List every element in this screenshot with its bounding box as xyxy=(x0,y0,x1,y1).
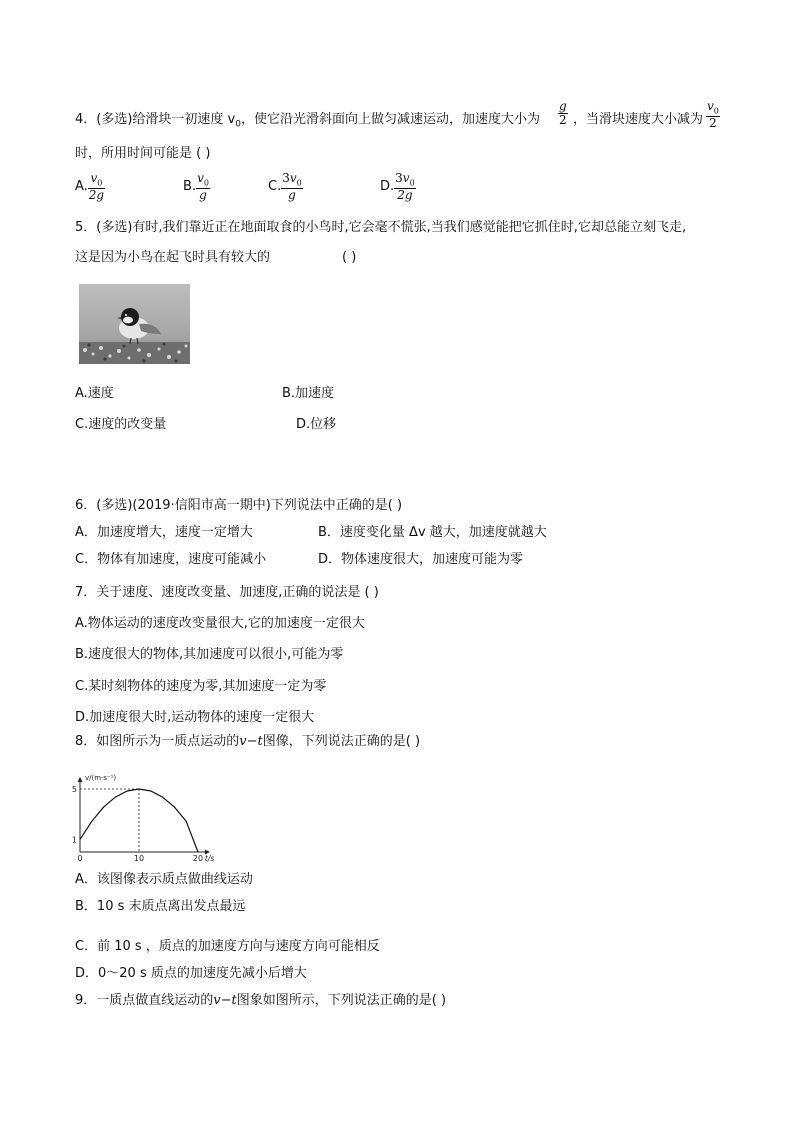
q8-option-a[interactable]: A．该图像表示质点做曲线运动 xyxy=(75,872,253,887)
q5-option-b[interactable]: B.加速度 xyxy=(282,386,335,401)
q4-option-b-num: v xyxy=(197,171,204,185)
q5-line2: 这是因为小鸟在起飞时具有较大的 xyxy=(75,250,271,265)
q4-option-a-den: 2g xyxy=(88,187,105,202)
q6-option-d[interactable]: D．物体速度很大，加速度可能为零 xyxy=(318,552,524,567)
q9-stem-math: v−t xyxy=(213,993,237,1008)
q4-option-d-coef: 3 xyxy=(395,171,403,185)
data-point xyxy=(115,797,116,798)
q8-option-c[interactable]: C．前 10 s ，质点的加速度方向与速度方向可能相反 xyxy=(75,939,380,954)
q4-option-d-num-sub: 0 xyxy=(409,178,415,188)
q4-option-c-den: g xyxy=(288,187,296,202)
q5-option-a[interactable]: A.速度 xyxy=(75,386,114,401)
q4-option-d[interactable] xyxy=(380,172,416,201)
q4-option-c-num-sub: 0 xyxy=(296,178,302,188)
q4-frac-v-den: 2 xyxy=(709,115,717,130)
data-point xyxy=(174,807,175,808)
q4-option-b[interactable] xyxy=(183,172,210,201)
q4-option-a-num-sub: 0 xyxy=(97,178,103,188)
q4-frac-v-sub: 0 xyxy=(713,106,719,116)
q7-option-d[interactable]: D.加速度很大时,运动物体的速度一定很大 xyxy=(75,710,315,725)
q4-line1-b: ，使它沿光滑斜面向上做匀减速运动，加速度大小为 xyxy=(240,112,540,127)
data-point xyxy=(139,789,140,790)
q4-frac-v-num: v xyxy=(707,99,714,113)
y-tick-label: 1 xyxy=(71,835,77,845)
q4-line1 xyxy=(75,112,540,130)
data-point xyxy=(151,791,152,792)
q8-stem xyxy=(75,734,420,750)
q5-paren: ( ) xyxy=(342,250,357,265)
q4-option-c-coef: 3 xyxy=(282,171,290,185)
q6-option-b[interactable]: B．速度变化量 Δv 越大，加速度就越大 xyxy=(318,525,547,540)
data-point xyxy=(198,852,199,853)
q4-frac-g-den: 2 xyxy=(559,112,567,127)
q4-option-b-den: g xyxy=(199,187,207,202)
x-tick-label: 20 xyxy=(192,854,204,862)
q4-option-c-num: v xyxy=(289,171,297,185)
q8-stem-math: v−t xyxy=(239,734,263,749)
q7-option-a[interactable]: A.物体运动的速度改变量很大,它的加速度一定很大 xyxy=(75,616,365,631)
q6-option-a[interactable]: A．加速度增大，速度一定增大 xyxy=(75,525,253,540)
data-point xyxy=(162,797,163,798)
q6-stem: 6．(多选)(2019·信阳市高一期中)下列说法中正确的是( ) xyxy=(75,498,403,513)
q8-stem-b: 图像，下列说法正确的是( ) xyxy=(262,734,421,749)
vt-chart xyxy=(68,758,238,862)
q4-line1-a: 4．(多选)给滑块一初速度 v xyxy=(75,112,236,127)
q4-line1-sub: 0 xyxy=(235,119,241,130)
data-point xyxy=(92,821,93,822)
q4-frac-g-num: g xyxy=(559,99,567,113)
q4-option-d-den: 2g xyxy=(397,187,413,202)
x-tick-label: 0 xyxy=(77,854,83,862)
q7-option-b[interactable]: B.速度很大的物体,其加速度可以很小,可能为零 xyxy=(75,647,344,662)
q5-option-d[interactable]: D.位移 xyxy=(296,417,337,432)
q9-stem-b: 图象如图所示，下列说法正确的是( ) xyxy=(236,993,447,1008)
q4-frac-v xyxy=(706,100,720,129)
q4-line1-c: ，当滑块速度大小减为 xyxy=(573,112,704,127)
q9-stem xyxy=(75,993,446,1009)
q4-frac-g xyxy=(558,100,568,126)
data-point xyxy=(127,791,128,792)
q4-option-b-num-sub: 0 xyxy=(203,178,209,188)
q4-option-a-num: v xyxy=(90,171,98,185)
q8-option-d[interactable]: D．0～20 s 质点的加速度先减小后增大 xyxy=(75,966,307,981)
q8-option-b[interactable]: B．10 s 末质点离出发点最远 xyxy=(75,899,246,914)
q5-option-c[interactable]: C.速度的改变量 xyxy=(75,417,167,432)
q7-option-c[interactable]: C.某时刻物体的速度为零,其加速度一定为零 xyxy=(75,679,327,694)
q7-stem: 7．关于速度、速度改变量、加速度,正确的说法是 ( ) xyxy=(75,585,379,600)
bird-photo xyxy=(79,284,190,364)
q5-line1: 5．(多选)有时,我们靠近正在地面取食的小鸟时,它会毫不慌张,当我们感觉能把它抓住时,它却总能立刻飞走, xyxy=(75,220,687,235)
y-axis-label: v/(m·s⁻¹) xyxy=(85,773,117,782)
data-point xyxy=(103,807,104,808)
q4-option-a[interactable] xyxy=(75,172,105,201)
y-tick-label: 5 xyxy=(71,785,77,794)
x-tick-label: 10 xyxy=(133,854,145,862)
q4-option-c[interactable] xyxy=(268,172,303,201)
q4-option-c-label: C. xyxy=(268,178,282,194)
q4-line2: 时，所用时间可能是 ( ) xyxy=(75,146,211,161)
data-point xyxy=(186,821,187,822)
q4-option-b-label: B. xyxy=(183,178,197,194)
q4-option-d-label: D. xyxy=(380,178,395,194)
q6-option-c[interactable]: C．物体有加速度，速度可能减小 xyxy=(75,552,267,567)
q4-option-d-num: v xyxy=(402,171,410,185)
data-point xyxy=(80,839,81,840)
y-axis-arrow xyxy=(78,777,83,782)
q8-stem-a: 8．如图所示为一质点运动的 xyxy=(75,734,240,749)
q4-option-a-label: A. xyxy=(75,178,88,194)
q9-stem-a: 9．一质点做直线运动的 xyxy=(75,993,214,1008)
x-axis-label: t/s xyxy=(204,854,215,862)
